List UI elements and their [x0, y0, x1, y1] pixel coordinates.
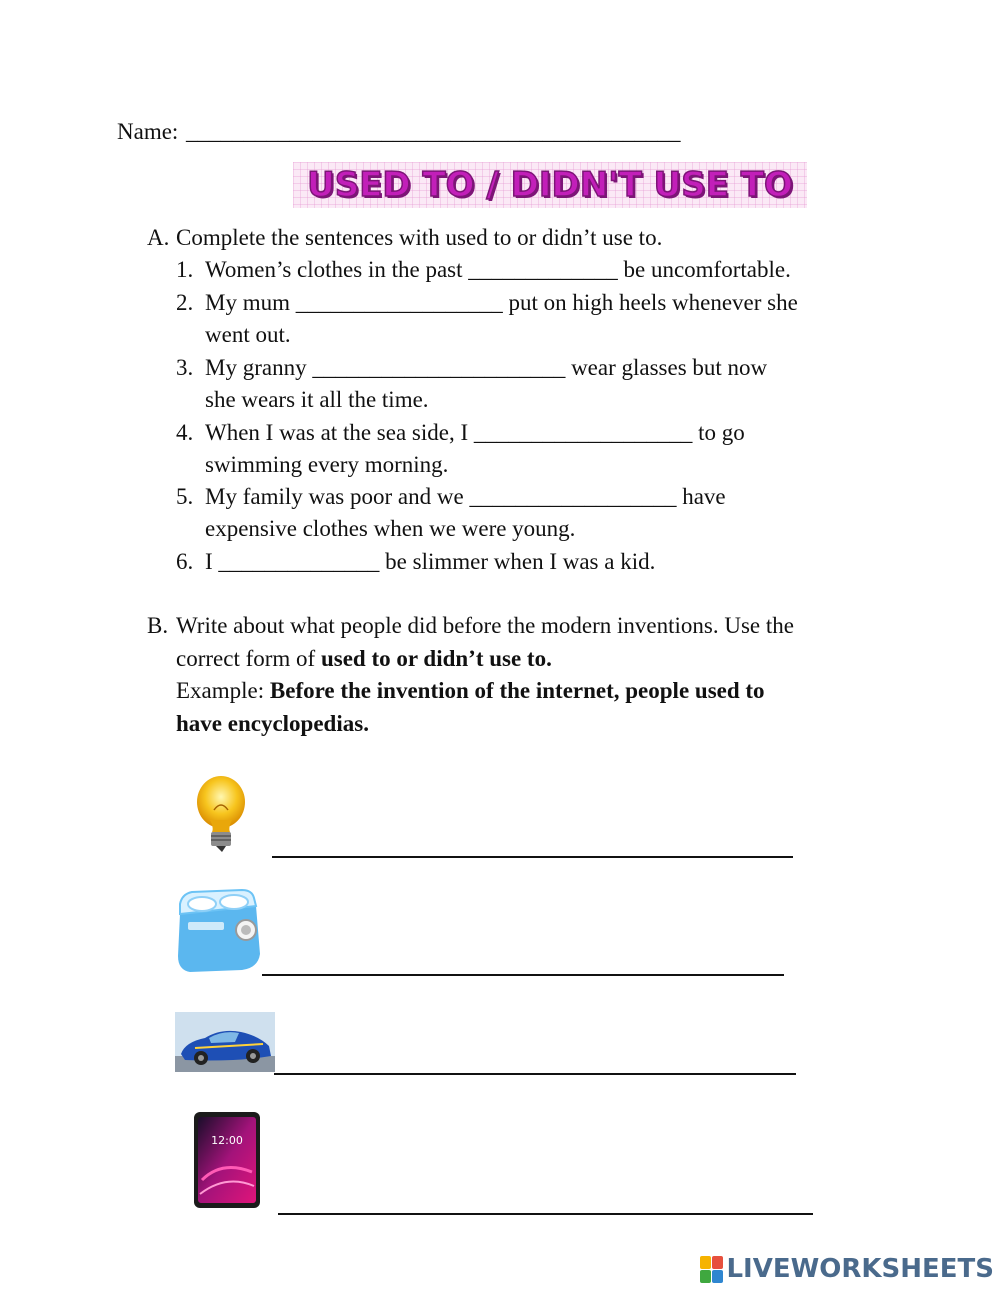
- item-6-text: I ______________ be slimmer when I was a kid.: [205, 549, 656, 574]
- item-1-number: 1.: [176, 257, 194, 282]
- light-bulb-icon: [174, 770, 270, 856]
- section-a-instruction: Complete the sentences with used to or didn’t use to.: [176, 225, 663, 250]
- section-b-instruction: Write about what people did before the modern inventions. Use the: [176, 613, 794, 638]
- item-4-text-cont: swimming every morning.: [205, 452, 449, 477]
- brand-name: LIVEWORKSHEETS: [726, 1254, 994, 1284]
- section-b-prefix: correct form of: [176, 646, 321, 671]
- item-2-text: My mum __________________ put on high heels whenever she: [205, 290, 798, 315]
- example-line: [176, 675, 765, 707]
- section-b-instruction-cont: [176, 643, 552, 675]
- sports-car-icon: [175, 1012, 275, 1072]
- smartphone-icon: [192, 1110, 262, 1210]
- item-5-text: My family was poor and we __________________ have: [205, 484, 726, 509]
- item-6-number: 6.: [176, 549, 194, 574]
- section-b-bold: used to or didn’t use to.: [320, 646, 552, 671]
- example-sentence: Before the invention of the internet, people used to: [269, 678, 765, 703]
- item-1-text: Women’s clothes in the past _____________ be uncomfortable.: [205, 257, 791, 282]
- answer-line-4[interactable]: [278, 1213, 813, 1215]
- name-blank[interactable]: ___________________________________________: [186, 119, 681, 144]
- example-label: Example:: [176, 678, 270, 703]
- item-5-text-cont: expensive clothes when we were young.: [205, 516, 576, 541]
- answer-line-1[interactable]: [272, 856, 793, 858]
- name-label: Name:: [117, 119, 179, 144]
- title-banner: [293, 162, 807, 208]
- item-2-number: 2.: [176, 290, 194, 315]
- item-4-number: 4.: [176, 420, 194, 445]
- washing-machine-icon: [172, 884, 264, 974]
- section-a-letter: A.: [147, 225, 170, 250]
- worksheet-title: USED TO / DIDN'T USE TO: [307, 165, 793, 205]
- answer-line-2[interactable]: [262, 974, 784, 976]
- item-3-text: My granny ______________________ wear glasses but now: [205, 355, 768, 380]
- brand-footer: [700, 1254, 994, 1284]
- item-4-text: When I was at the sea side, I ___________________ to go: [205, 420, 745, 445]
- item-3-text-cont: she wears it all the time.: [205, 387, 429, 412]
- item-5-number: 5.: [176, 484, 194, 509]
- section-b-letter: B.: [147, 613, 169, 638]
- example-sentence-cont: have encyclopedias.: [176, 711, 369, 736]
- item-2-text-cont: went out.: [205, 322, 291, 347]
- item-3-number: 3.: [176, 355, 194, 380]
- brand-logo-icon: [700, 1256, 722, 1282]
- answer-line-3[interactable]: [274, 1073, 796, 1075]
- svg-text:12:00: 12:00: [211, 1134, 243, 1147]
